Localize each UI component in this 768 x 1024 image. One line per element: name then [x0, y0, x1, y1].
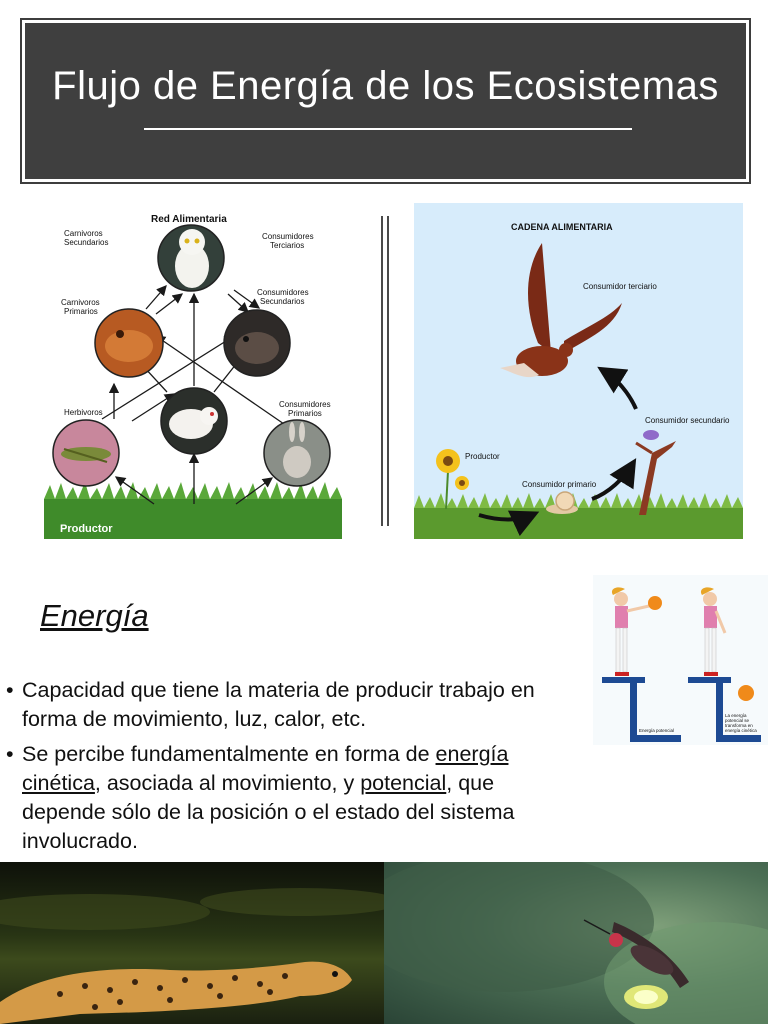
chain-grass [414, 508, 743, 539]
cheetah-photo [0, 862, 384, 1024]
label-energia-potencial: Energía potencial [639, 728, 675, 733]
falling-ball [738, 685, 754, 701]
term-potencial: potencial [360, 771, 447, 795]
label-herbivoros: Herbivoros [64, 408, 103, 417]
title-banner [25, 23, 746, 179]
girl-dropping-ball [701, 587, 725, 676]
rabbit-circle [264, 420, 330, 486]
firefly-photo [384, 862, 768, 1024]
label-carnivoros-secundarios-2: Secundarios [64, 238, 109, 247]
rat-circle [161, 388, 227, 454]
bullet-forms-text-3: , que depende sólo de la posición o el estado del sistema involucrado. [22, 771, 515, 853]
title-box [20, 18, 751, 184]
label-consumidores-primarios-1: Consumidores [279, 400, 331, 409]
eagle-illustration [500, 243, 622, 377]
label-consumidores-terciarios-1: Consumidores [262, 232, 314, 241]
label-carnivoros-primarios-2: Primarios [64, 307, 98, 316]
energy-illustration [593, 575, 768, 745]
bullet-forms-text-1: Se percibe fundamentalmente en forma de [22, 742, 436, 766]
label-productor-chain: Productor [465, 452, 500, 461]
arrow-to-eagle [604, 371, 636, 409]
mouse-circle [224, 310, 290, 376]
bullet-definition: • Capacidad que tiene la materia de producir trabajo en forma de movimiento, luz, calor, etc. [22, 676, 577, 734]
bullet-forms [22, 740, 577, 856]
grasshopper-circle [53, 420, 119, 486]
firefly-svg [384, 862, 768, 1024]
panel-divider [381, 216, 389, 526]
label-consumidores-secundarios-1: Consumidores [257, 288, 309, 297]
label-consumidores-primarios-2: Primarios [288, 409, 322, 418]
label-consumidor-secundario: Consumidor secundario [645, 416, 730, 425]
label-consumidor-terciario: Consumidor terciario [583, 282, 657, 291]
chain-grass-blades [414, 493, 743, 508]
energy-bullets [22, 676, 577, 862]
label-carnivoros-primarios-1: Carnivoros [61, 298, 100, 307]
label-consumidores-terciarios-2: Terciarios [270, 241, 305, 250]
label-transform-1: La energía [725, 713, 747, 718]
energy-heading: Energía [40, 598, 149, 633]
girl-holding-ball [612, 587, 662, 676]
food-chain-diagram [414, 203, 743, 539]
energy-illustration-svg [593, 575, 768, 745]
label-productor: Productor [60, 523, 113, 535]
title-underline [144, 128, 632, 130]
label-consumidores-secundarios-2: Secundarios [260, 297, 305, 306]
food-web-title: Red Alimentaria [151, 214, 227, 225]
food-web-diagram [44, 204, 342, 539]
food-chain-svg [414, 203, 743, 539]
food-web-svg [44, 204, 342, 539]
label-transform-3: transforma en [725, 723, 753, 728]
bullet-forms-text-2: , asociada al movimiento, y [94, 771, 361, 795]
label-carnivoros-secundarios-1: Carnivoros [64, 229, 103, 238]
term-energia-cinetica: energía cinética [22, 742, 509, 795]
label-consumidor-primario: Consumidor primario [522, 480, 597, 489]
owl-circle [158, 225, 224, 291]
label-transform-2: potencial se [725, 718, 750, 723]
frog-circle [95, 309, 163, 377]
slide-title: Flujo de Energía de los Ecosistemas [52, 64, 719, 108]
cheetah-svg [0, 862, 384, 1024]
label-transform-4: energía cinética [725, 728, 757, 733]
food-chain-title: CADENA ALIMENTARIA [511, 222, 613, 232]
arrow-to-bird [592, 465, 632, 499]
